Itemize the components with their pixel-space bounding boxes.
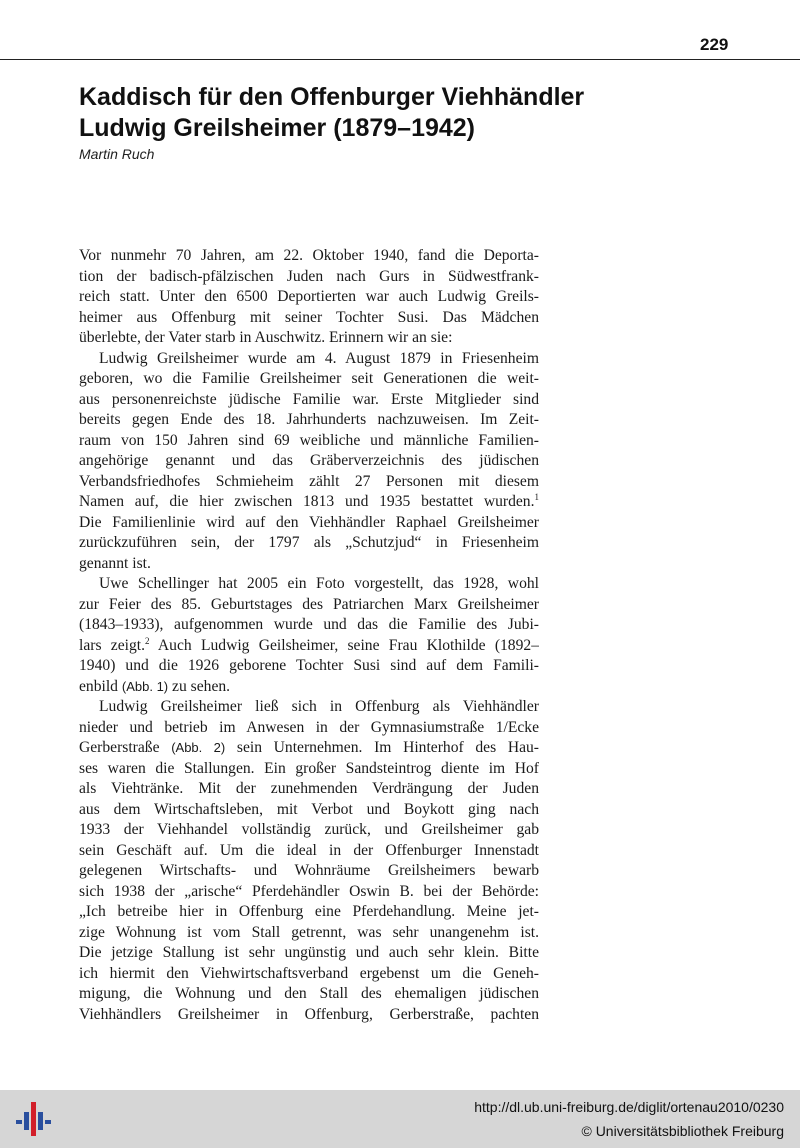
figure-reference: (Abb. 1) bbox=[121, 678, 169, 694]
text-line: raum von 150 Jahren sind 69 weibliche und männliche Familien- bbox=[79, 431, 539, 449]
text-line: sein Geschäft auf. Um die ideal in der Offenburger Innenstadt bbox=[79, 841, 539, 859]
text-line bbox=[79, 677, 539, 698]
text-line: Die jetzige Stallung ist sehr ungünstig und auch sehr klein. Bitte bbox=[79, 944, 539, 961]
text-line: überlebte, der Vater starb in Auschwitz. Erinnern wir an sie: bbox=[79, 329, 453, 346]
text-line: nieder und betrieb im Anwesen in der Gymnasiumstraße 1/Ecke bbox=[79, 718, 539, 736]
text-line bbox=[79, 738, 539, 759]
text-line: migung, die Wohnung und den Stall des ehemaligen jüdischen bbox=[79, 985, 539, 1002]
text-line: Vor nunmehr 70 Jahren, am 22. Oktober 1940, fand die Deporta- bbox=[79, 247, 539, 264]
text-line: heimer aus Offenburg mit seiner Tochter Susi. Das Mädchen bbox=[79, 308, 539, 326]
footnote-ref[interactable]: 2 bbox=[145, 635, 150, 646]
text-line: Viehhändlers Greilsheimer in Offenburg, Gerberstraße, pachten bbox=[79, 1005, 539, 1023]
text-line: Die Familienlinie wird auf den Viehhändler Raphael Greilsheimer bbox=[79, 513, 539, 531]
text-line: ich hiermit den Viehwirtschaftsverband ergebenst um die Geneh- bbox=[79, 964, 539, 982]
article-body bbox=[79, 246, 539, 1025]
copyright-notice: © Universitätsbibliothek Freiburg bbox=[581, 1123, 784, 1139]
text-segment: Auch Ludwig Geilsheimer, seine Frau Klothilde (1892– bbox=[149, 636, 539, 654]
author-name: Martin Ruch bbox=[79, 146, 155, 162]
text-segment: Gerberstraße bbox=[79, 739, 172, 756]
text-line: Ludwig Greilsheimer wurde am 4. August 1879 in Friesenheim bbox=[99, 349, 539, 367]
text-line: tion der badisch-pfälzischen Juden nach Gurs in Südwestfrank- bbox=[79, 267, 539, 285]
text-line: 1933 der Viehhandel vollständig zurück, und Greilsheimer gab bbox=[79, 821, 539, 838]
text-segment: lars zeigt. bbox=[79, 636, 145, 654]
text-line: (1843–1933), aufgenommen wurde und das die Familie des Jubi- bbox=[79, 616, 539, 633]
text-line: aus personenreichste jüdische Familie war. Erste Mitglieder sind bbox=[79, 390, 539, 408]
text-segment: enbild bbox=[79, 677, 122, 695]
text-line: zige Wohnung ist vom Stall getrennt, was sehr unangenehm ist. bbox=[79, 923, 539, 941]
text-segment: sein Unternehmen. Im Hinterhof des Hau- bbox=[225, 739, 539, 756]
text-line: aus dem Wirtschaftsleben, mit Verbot und Boykott ging nach bbox=[79, 800, 539, 818]
text-line: gelegenen Wirtschafts- und Wohnräume Greilsheimers bewarb bbox=[79, 862, 539, 879]
text-line: als Viehtränke. Mit der zunehmenden Verdrängung der Juden bbox=[79, 780, 539, 797]
ub-freiburg-logo-icon[interactable] bbox=[14, 1098, 54, 1140]
footnote-ref[interactable]: 1 bbox=[534, 492, 539, 502]
header-rule bbox=[0, 59, 800, 60]
text-segment: Namen auf, die hier zwischen 1813 und 1935 bestattet wurden. bbox=[79, 493, 535, 510]
text-line: Uwe Schellinger hat 2005 ein Foto vorgestellt, das 1928, wohl bbox=[99, 575, 539, 592]
text-line: „Ich betreibe hier in Offenburg eine Pferdehandlung. Meine jet- bbox=[79, 903, 539, 920]
text-line: genannt ist. bbox=[79, 554, 151, 572]
text-line: zurückzuführen sein, der 1797 als „Schutzjud“ in Friesenheim bbox=[79, 534, 539, 551]
figure-reference: (Abb. 2) bbox=[171, 740, 226, 755]
text-line bbox=[79, 636, 539, 657]
text-line: 1940) und die 1926 geborene Tochter Susi sind auf dem Famili- bbox=[79, 657, 539, 674]
text-line: reich statt. Unter den 6500 Deportierten war auch Ludwig Greils- bbox=[79, 288, 539, 305]
text-line: sich 1938 der „arische“ Pferdehändler Oswin B. bei der Behörde: bbox=[79, 882, 539, 900]
text-line: angehörige genannt und das Gräberverzeichnis des jüdischen bbox=[79, 452, 539, 469]
title-line-2: Ludwig Greilsheimer (1879–1942) bbox=[79, 114, 476, 142]
page-number: 229 bbox=[700, 35, 729, 54]
text-line: Verbandsfriedhofes Schmieheim zählt 27 Personen mit diesem bbox=[79, 472, 539, 490]
text-line: Ludwig Greilsheimer ließ sich in Offenburg als Viehhändler bbox=[99, 698, 539, 715]
article-title bbox=[79, 82, 599, 144]
source-url-link[interactable]: http://dl.ub.uni-freiburg.de/diglit/ortenau2010/0230 bbox=[474, 1099, 784, 1115]
text-line: bereits gegen Ende des 18. Jahrhunderts nachzuweisen. Im Zeit- bbox=[79, 411, 539, 428]
text-line: geboren, wo die Familie Greilsheimer seit Generationen die weit- bbox=[79, 370, 539, 387]
footer-bar bbox=[0, 1090, 800, 1148]
text-segment: zu sehen. bbox=[168, 677, 231, 695]
title-line-1: Kaddisch für den Offenburger Viehhändler bbox=[79, 83, 585, 111]
text-line: ses waren die Stallungen. Ein großer Sandsteintrog diente im Hof bbox=[79, 759, 539, 777]
text-line: zur Feier des 85. Geburtstages des Patriarchen Marx Greilsheimer bbox=[79, 595, 539, 613]
text-line bbox=[79, 492, 539, 513]
